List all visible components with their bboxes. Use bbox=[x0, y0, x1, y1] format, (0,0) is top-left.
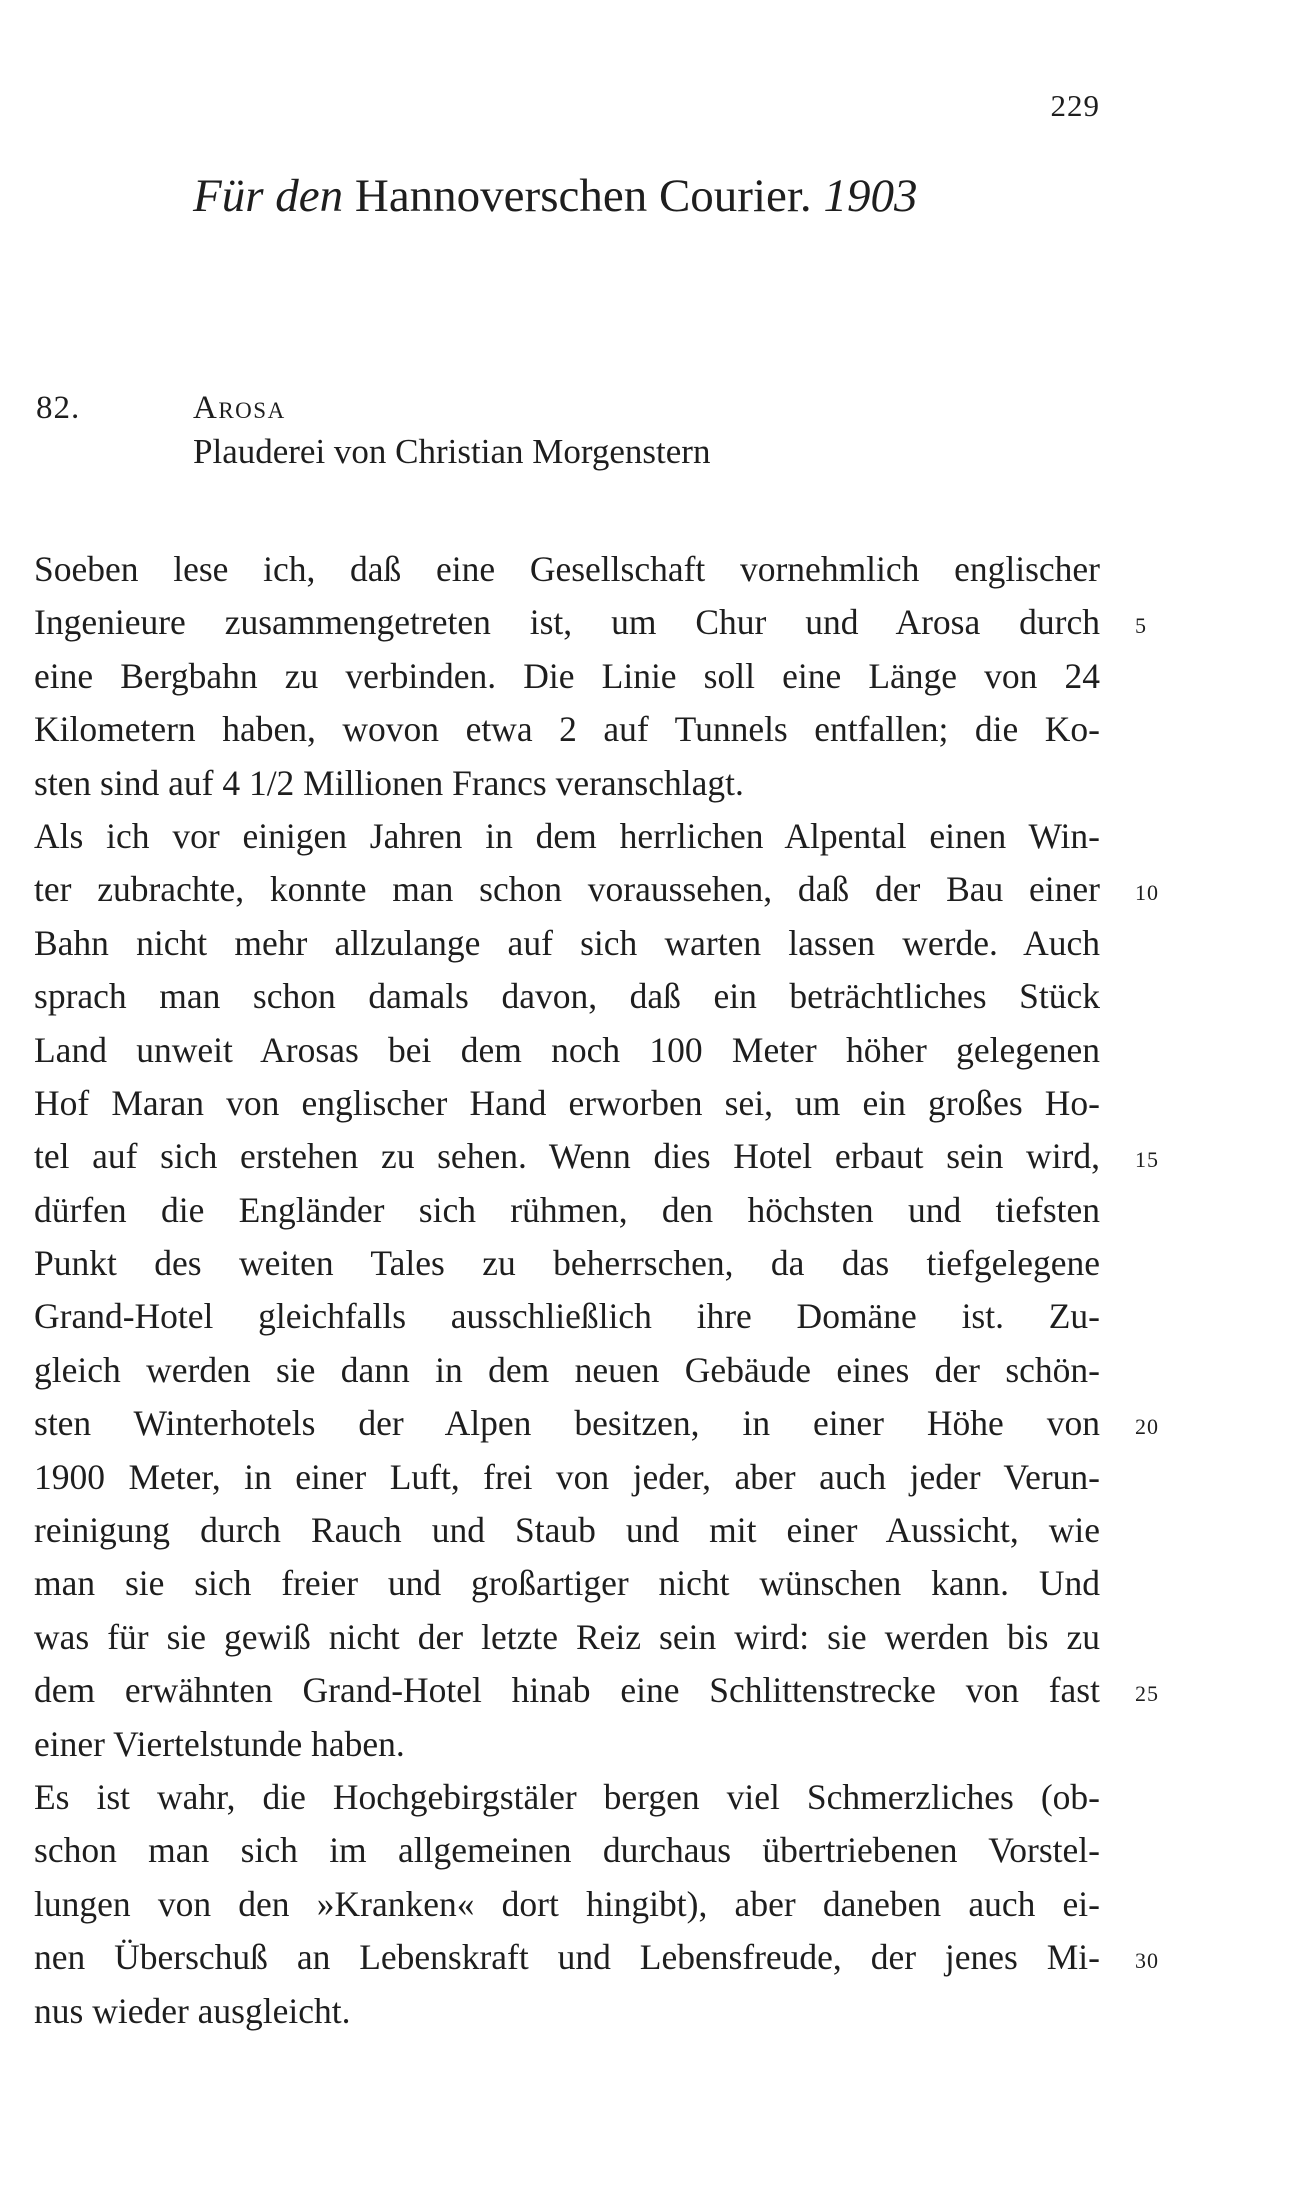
text-line bbox=[34, 1344, 1100, 1397]
line-number: 20 bbox=[1135, 1414, 1159, 1440]
text-line-content: eine Bergbahn zu verbinden. Die Linie soll eine Länge von 24 bbox=[34, 655, 1100, 696]
section-number: 82. bbox=[36, 390, 81, 426]
running-title-year: 1903 bbox=[823, 170, 918, 222]
text-line bbox=[34, 1557, 1100, 1610]
section-title: Arosa bbox=[193, 390, 286, 426]
text-line-content: reinigung durch Rauch und Staub und mit einer Aussicht, wie bbox=[34, 1510, 1100, 1551]
text-line bbox=[34, 1824, 1100, 1877]
text-line-content: Kilometern haben, wovon etwa 2 auf Tunnels entfallen; die Ko- bbox=[34, 709, 1100, 750]
text-line-content: Es ist wahr, die Hochgebirgstäler bergen viel Schmerzliches (ob- bbox=[34, 1776, 1100, 1817]
text-line bbox=[34, 863, 1159, 916]
text-line bbox=[34, 1718, 1100, 1771]
text-line-content: dürfen die Engländer sich rühmen, den höchsten und tiefsten bbox=[34, 1189, 1100, 1230]
text-line bbox=[34, 1985, 1100, 2038]
page-number: 229 bbox=[1050, 88, 1100, 123]
text-line bbox=[34, 1130, 1159, 1183]
text-line-content: nus wieder ausgleicht. bbox=[34, 1990, 351, 2031]
text-line bbox=[34, 1771, 1100, 1824]
text-line-content: einer Viertelstunde haben. bbox=[34, 1723, 405, 1764]
text-line-content: man sie sich freier und großartiger nicht wünschen kann. Und bbox=[34, 1563, 1100, 1604]
body-text bbox=[34, 543, 1159, 2038]
text-line bbox=[34, 1878, 1100, 1931]
text-line-content: Bahn nicht mehr allzulange auf sich warten lassen werde. Auch bbox=[34, 922, 1100, 963]
text-line-content: nen Überschuß an Lebenskraft und Lebensfreude, der jenes Mi- bbox=[34, 1937, 1100, 1978]
text-line bbox=[34, 1184, 1100, 1237]
text-line-content: was für sie gewiß nicht der letzte Reiz sein wird: sie werden bis zu bbox=[34, 1616, 1100, 1657]
text-line bbox=[34, 1611, 1100, 1664]
text-line-content: ter zubrachte, konnte man schon voraussehen, daß der Bau einer bbox=[34, 869, 1100, 910]
text-line-content: gleich werden sie dann in dem neuen Gebäude eines der schön- bbox=[34, 1349, 1100, 1390]
line-number: 25 bbox=[1135, 1681, 1159, 1707]
text-line-content: dem erwähnten Grand-Hotel hinab eine Schlittenstrecke von fast bbox=[34, 1670, 1100, 1711]
running-title-newspaper: Hannoverschen Courier. bbox=[354, 170, 812, 222]
text-line-content: Ingenieure zusammengetreten ist, um Chur und Arosa durch bbox=[34, 602, 1100, 643]
text-line-content: sten Winterhotels der Alpen besitzen, in einer Höhe von bbox=[34, 1403, 1100, 1444]
text-line bbox=[34, 1237, 1100, 1290]
text-line bbox=[34, 1664, 1159, 1717]
text-line bbox=[34, 1931, 1159, 1984]
text-line bbox=[34, 543, 1100, 596]
line-number: 5 bbox=[1135, 613, 1147, 639]
text-line-content: Land unweit Arosas bei dem noch 100 Meter höher gelegenen bbox=[34, 1029, 1100, 1070]
text-line-content: Punkt des weiten Tales zu beherrschen, da das tiefgelegene bbox=[34, 1243, 1100, 1284]
text-line bbox=[34, 1290, 1100, 1343]
line-number: 30 bbox=[1135, 1948, 1159, 1974]
running-title bbox=[193, 168, 993, 224]
text-line-content: Als ich vor einigen Jahren in dem herrlichen Alpental einen Win- bbox=[34, 815, 1100, 856]
text-line-content: 1900 Meter, in einer Luft, frei von jeder, aber auch jeder Verun- bbox=[34, 1456, 1100, 1497]
running-title-prefix: Für den bbox=[193, 170, 344, 222]
text-line bbox=[34, 970, 1100, 1023]
text-line-content: sten sind auf 4 1/2 Millionen Francs veranschlagt. bbox=[34, 762, 744, 803]
section-subtitle: Plauderei von Christian Morgenstern bbox=[193, 432, 711, 471]
text-line-content: sprach man schon damals davon, daß ein beträchtliches Stück bbox=[34, 976, 1100, 1017]
text-line bbox=[34, 1077, 1100, 1130]
text-line-content: tel auf sich erstehen zu sehen. Wenn dies Hotel erbaut sein wird, bbox=[34, 1136, 1100, 1177]
text-line bbox=[34, 1024, 1100, 1077]
text-line-content: Hof Maran von englischer Hand erworben sei, um ein großes Ho- bbox=[34, 1082, 1100, 1123]
text-line bbox=[34, 703, 1100, 756]
text-line-content: schon man sich im allgemeinen durchaus übertriebenen Vorstel- bbox=[34, 1830, 1100, 1871]
text-line-content: lungen von den »Kranken« dort hingibt), aber daneben auch ei- bbox=[34, 1883, 1100, 1924]
text-line bbox=[34, 1397, 1159, 1450]
text-line bbox=[34, 810, 1100, 863]
text-line bbox=[34, 757, 1100, 810]
text-line bbox=[34, 1504, 1100, 1557]
line-number: 10 bbox=[1135, 880, 1159, 906]
text-line bbox=[34, 596, 1147, 649]
text-line bbox=[34, 1451, 1100, 1504]
text-line-content: Grand-Hotel gleichfalls ausschließlich ihre Domäne ist. Zu- bbox=[34, 1296, 1100, 1337]
text-line bbox=[34, 650, 1100, 703]
line-number: 15 bbox=[1135, 1147, 1159, 1173]
text-line-content: Soeben lese ich, daß eine Gesellschaft vornehmlich englischer bbox=[34, 549, 1100, 589]
text-line bbox=[34, 917, 1100, 970]
